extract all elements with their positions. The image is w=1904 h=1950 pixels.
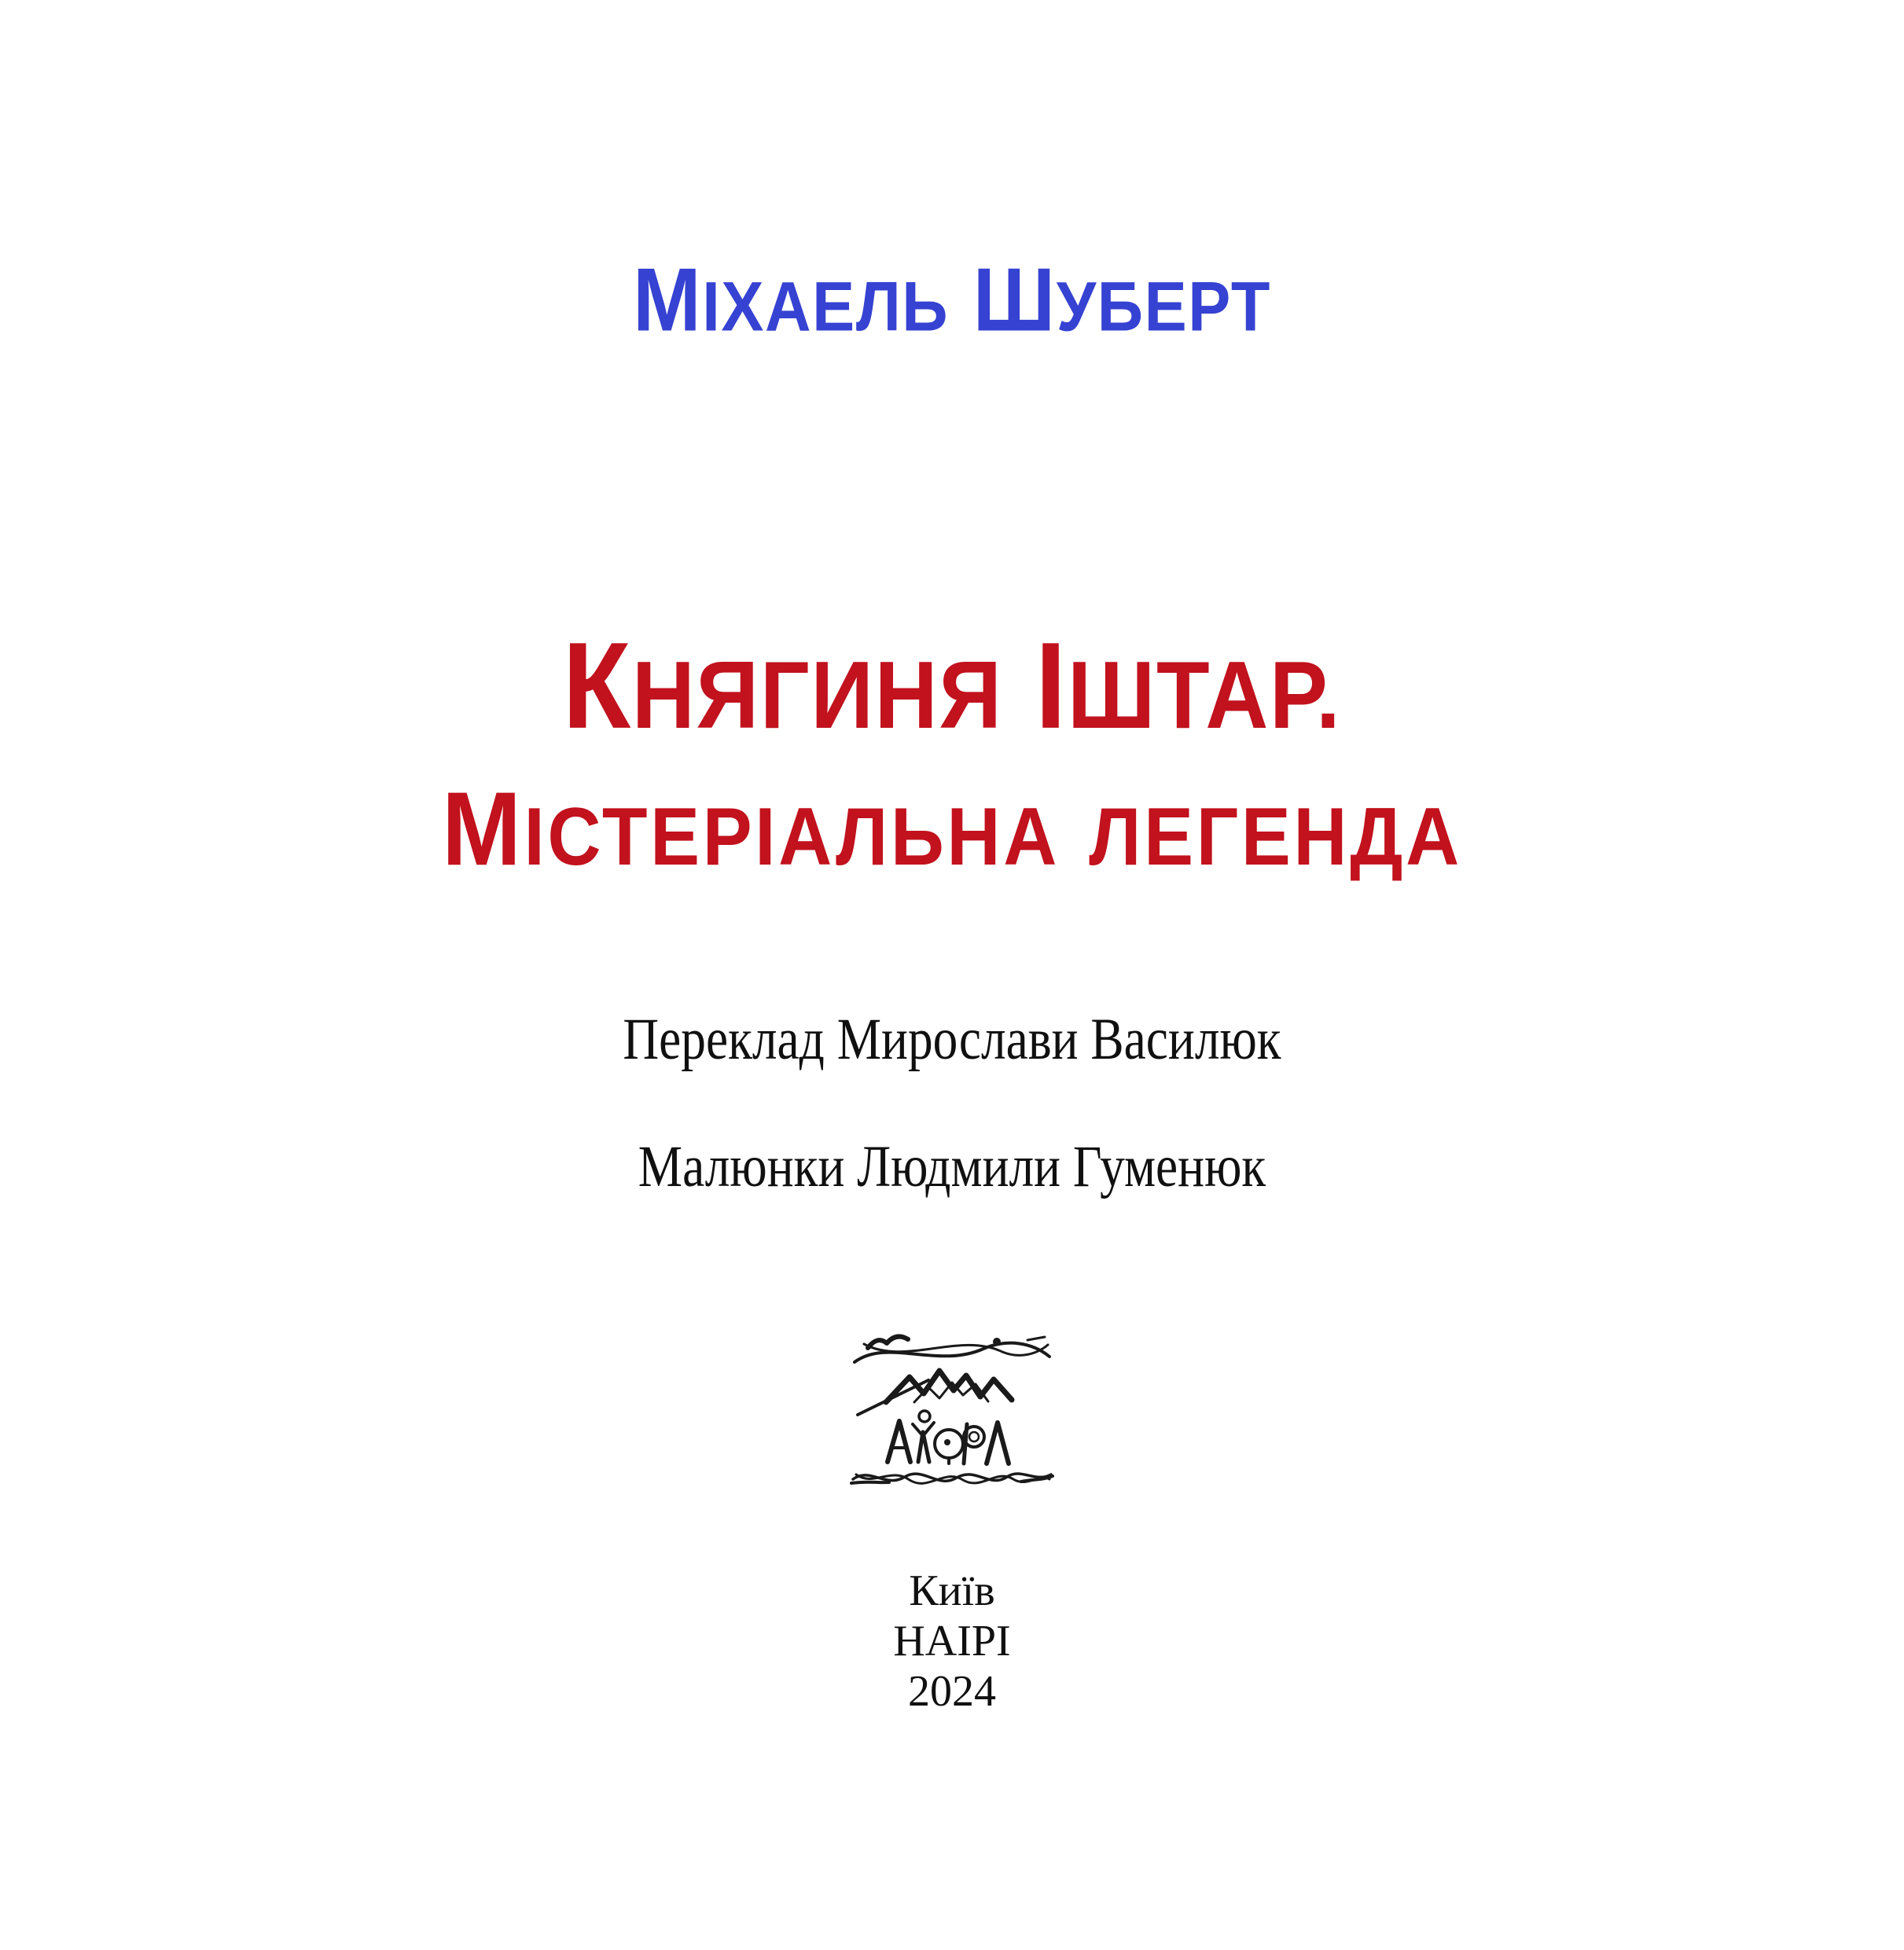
imprint-year: 2024 [908,1667,996,1716]
imprint-block [0,1566,1904,1717]
author-name: МІХАЕЛЬ ШУБЕРТ [633,250,1271,351]
book-title-line-2: МІСТЕРІАЛЬНА ЛЕГЕНДА [442,769,1462,887]
imprint-city: Київ [909,1566,995,1615]
illustrator-credit: Малюнки Людмили Гуменюк [638,1133,1266,1199]
book-title-line-1: КНЯГИНЯ ІШТАР. [562,617,1342,755]
imprint-publisher: НАІРІ [893,1617,1011,1665]
translator-credit: Переклад Мирослави Василюк [623,1005,1281,1072]
bird-icon [868,1336,908,1348]
nairi-publisher-logo-icon [842,1325,1062,1492]
